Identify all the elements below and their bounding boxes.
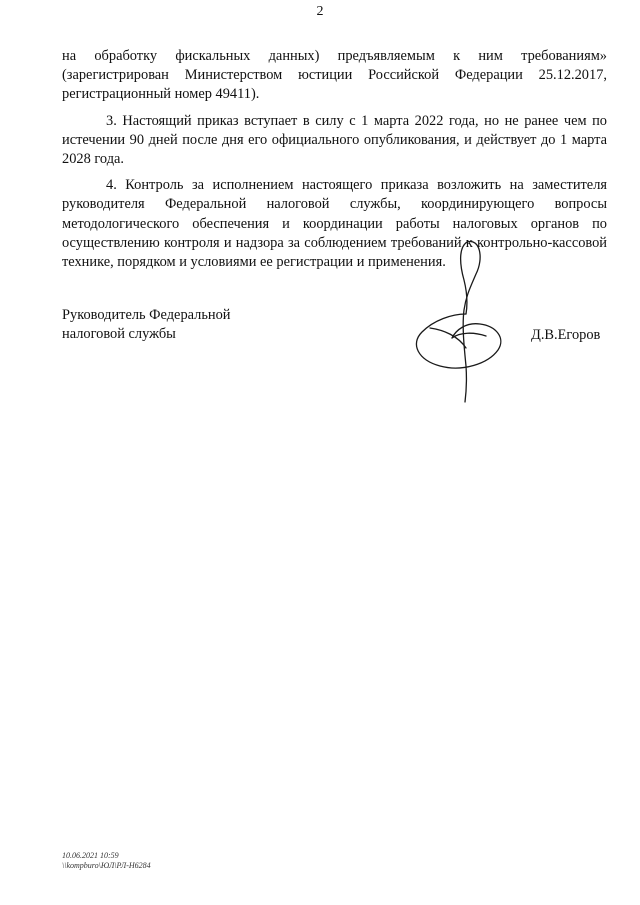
paragraph-item-4: 4. Контроль за исполнением настоящего приказа возложить на заместителя руководителя Федеральной налоговой службы, координирующего вопросы методологического обеспечения и координации работы налоговых органов по осуществлению контроля и надзора за соблюдением требований к контрольно-кассовой технике, порядком и условиями ее регистрации и применения.	[62, 177, 607, 271]
paragraph-item-3: 3. Настоящий приказ вступает в силу с 1 марта 2022 года, но не ранее чем по истечении 90 дней после дня его официального опубликования, и действует до 1 марта 2028 года.	[62, 112, 607, 168]
footer-file-path: \\kompburo\ЮЛ\РЛ-Н6284	[62, 861, 151, 870]
signatory-position-line-2: налоговой службы	[62, 326, 176, 342]
paragraph-continuation: на обработку фискальных данных) предъявляемым к ним требованиям» (зарегистрирован Министерством юстиции Российской Федерации 25.12.2017, регистрационный номер 49411).	[62, 48, 607, 103]
footer-metadata	[62, 851, 151, 871]
signatory-position-line-1: Руководитель Федеральной	[62, 307, 231, 323]
signatory-position	[62, 306, 231, 344]
signatory-name: Д.В.Егоров	[531, 327, 601, 343]
page-number: 2	[316, 4, 324, 19]
handwritten-signature	[400, 236, 530, 406]
footer-timestamp: 10.06.2021 10:59	[62, 851, 119, 860]
